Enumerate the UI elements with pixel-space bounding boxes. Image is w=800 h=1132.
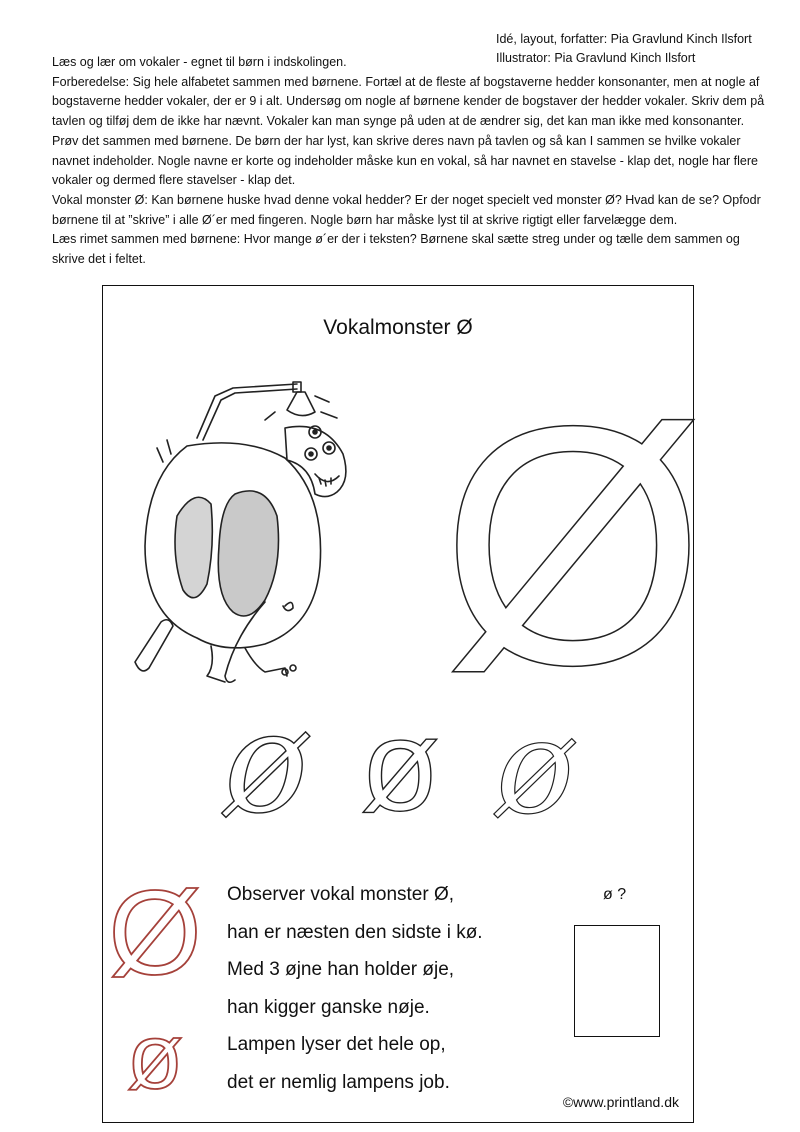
count-answer-box[interactable] xyxy=(574,925,660,1037)
rhyme-line: han kigger ganske nøje. xyxy=(227,996,430,1018)
worksheet-title: Vokalmonster Ø xyxy=(323,316,473,339)
instructions xyxy=(52,53,772,270)
rhyme xyxy=(227,876,483,1101)
red-uppercase-glyph: Ø xyxy=(108,866,202,1000)
intro-heading: Læs og lær om vokaler - egnet til børn i indskolingen. xyxy=(52,55,347,69)
letter-italic-glyph: ø xyxy=(223,682,309,845)
intro-rhyme: Læs rimet sammen med børnene: Hvor mange ø´er der i teksten? Børnene skal sætte streg under og tælle dem sammen og skrive det i feltet. xyxy=(52,232,740,267)
intro-monster: Vokal monster Ø: Kan børnene huske hvad denne vokal hedder? Er der noget specielt ved monster Ø? Hvad kan de se? Opfodr børnene til at ”skrive” i alle Ø´er med fingeren. Nogle børn har måske lyst til at skrive rigtigt eller farvelægge dem. xyxy=(52,192,761,227)
red-lowercase-glyph: ø xyxy=(126,1006,184,1108)
count-label: ø ? xyxy=(603,886,627,903)
rhyme-line: Med 3 øjne han holder øje, xyxy=(227,959,455,980)
red-lowercase-letter xyxy=(119,1006,191,1108)
letter-cursive-outline xyxy=(475,691,595,843)
intro-preparation: Forberedelse: Sig hele alfabetet sammen med børnene. Fortæl at de fleste af bogstaverne hedder konsonanter, men at nogle af bogstaverne hedder vokaler, der er 9 i alt. Undersøg om nogle af børnene kender de bogstaver der hedder vokaler. Skriv dem på tavlen og tilføj dem de ikke har nævnt. Vokaler kan man synge på uden at de ændrer sig, det kan man ikke med konsonanter. Prøv det sammen med børnene. De børn der har lyst, kan skrive deres navn på tavlen og så kan I sammen se hvilke vokaler navnet indeholder. Nogle navne er korte og indeholder måske kun en vokal, så har navnet en stavelse - klap det, nogle har flere vokaler og dermed flere stavelser - klap det. xyxy=(52,74,765,188)
credits-author: Idé, layout, forfatter: Pia Gravlund Kinch Ilsfort xyxy=(496,32,752,46)
rhyme-line: Lampen lyser det hele op, xyxy=(227,1034,446,1055)
red-uppercase-letter xyxy=(108,866,202,1000)
letter-print-glyph: ø xyxy=(360,692,440,838)
letter-italic-outline xyxy=(208,682,328,845)
worksheet-frame xyxy=(102,285,706,1123)
big-letter-glyph: Ø xyxy=(440,356,706,736)
copyright: ©www.printland.dk xyxy=(562,1094,679,1110)
credits-illustrator: Illustrator: Pia Gravlund Kinch Ilsfort xyxy=(496,51,696,65)
rhyme-line: Observer vokal monster Ø, xyxy=(227,884,455,905)
letter-cursive-glyph: ø xyxy=(495,691,575,843)
big-letter-outline xyxy=(440,356,706,736)
vowel-monster-illustration xyxy=(115,376,355,691)
rhyme-line: han er næsten den sidste i kø. xyxy=(227,921,483,943)
letter-print-outline xyxy=(345,692,455,838)
rhyme-line: det er nemlig lampens job. xyxy=(227,1071,450,1093)
